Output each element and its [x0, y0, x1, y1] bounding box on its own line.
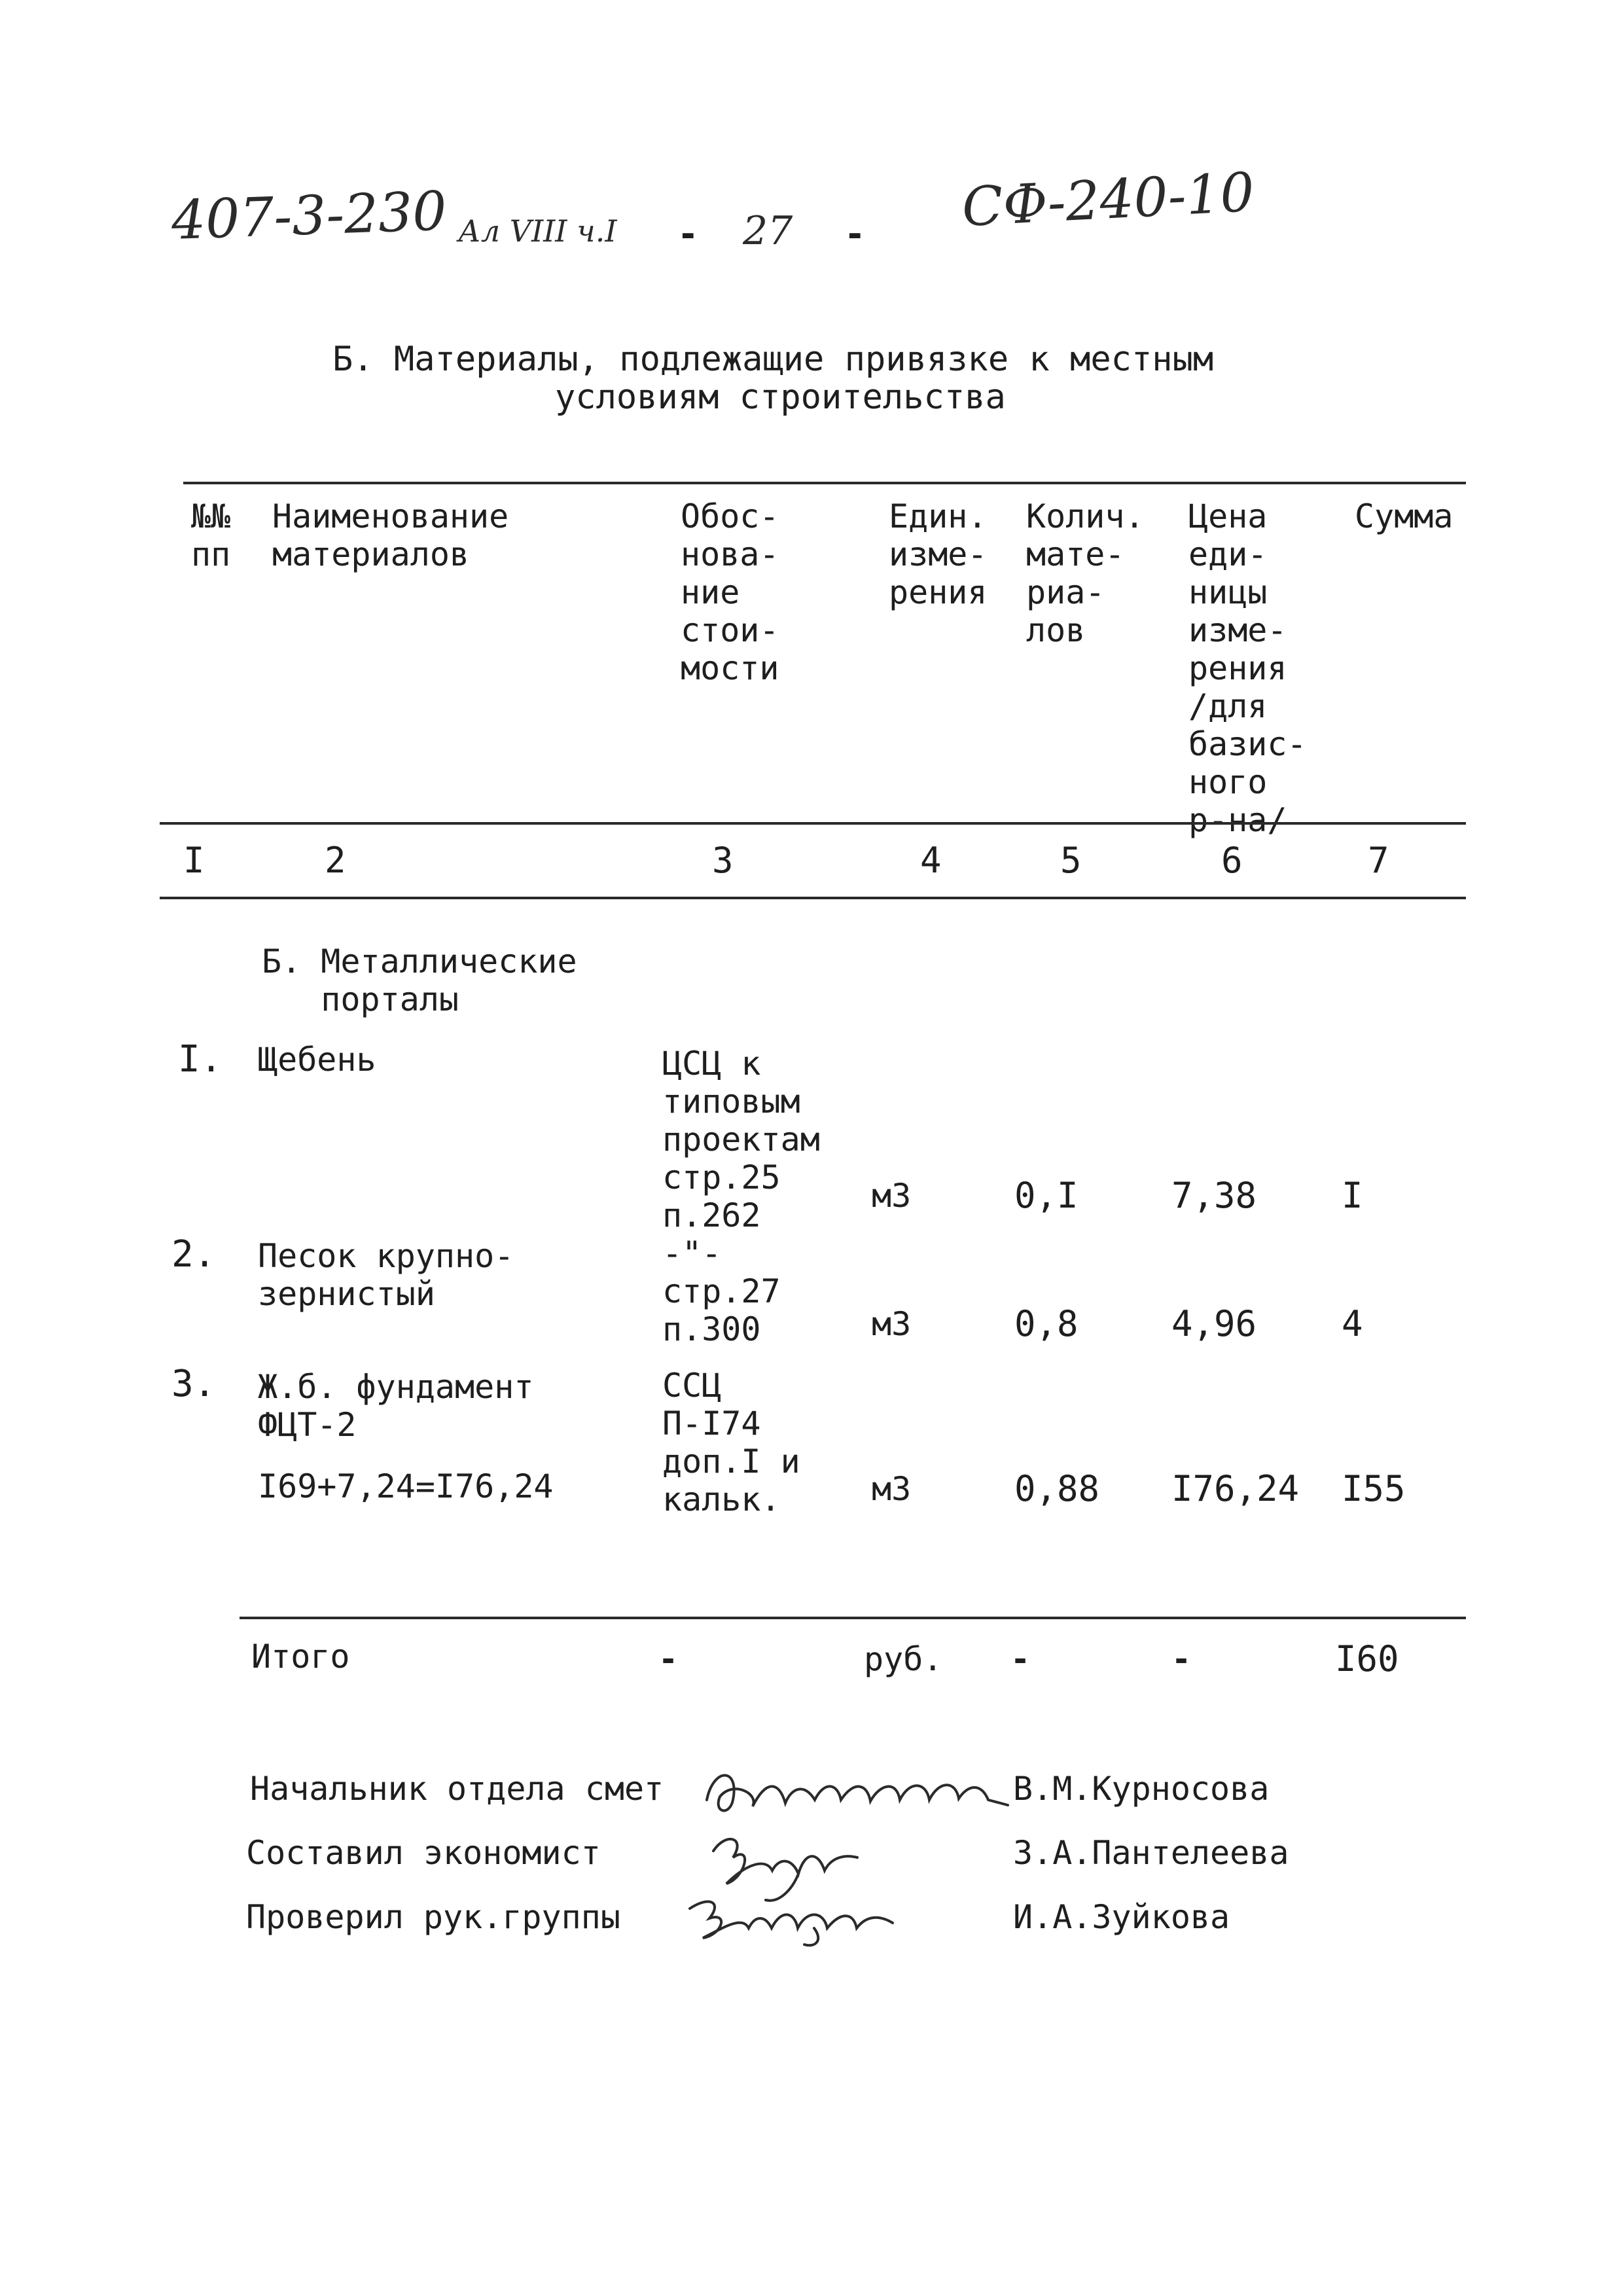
row-calc: I69+7,24=I76,24 [258, 1467, 554, 1505]
signature-name: З.А.Пантелеева [1013, 1834, 1289, 1872]
column-number-3: 3 [712, 840, 734, 881]
row-sum: 4 [1342, 1303, 1363, 1344]
row-price: I76,24 [1171, 1468, 1300, 1509]
row-name: Щебень [258, 1041, 376, 1079]
column-number-7: 7 [1368, 840, 1389, 881]
header-col-basis: Обос- нова- ние стои- мости [681, 497, 779, 687]
project-code: 407-3-230 [170, 180, 448, 252]
header-col-price: Цена еди- ницы изме- рения /для базис- ного р-на/ [1188, 497, 1307, 839]
signature-role: Составил экономист [246, 1834, 601, 1872]
signature-role: Начальник отдела смет [250, 1770, 664, 1808]
row-num: I. [178, 1038, 223, 1081]
column-number-1: I [183, 840, 205, 881]
row-sum: I55 [1342, 1468, 1406, 1509]
header-col-unit: Един. изме- рения [889, 497, 988, 611]
header-col-num: №№ пп [191, 497, 231, 573]
row-price: 7,38 [1171, 1175, 1257, 1216]
table-top-rule [183, 482, 1466, 484]
row-basis: -"- стр.27 п.300 [662, 1234, 781, 1348]
total-qty: - [1010, 1640, 1031, 1678]
total-label: Итого [251, 1638, 350, 1676]
total-sum: I60 [1335, 1638, 1399, 1679]
header-col-qty: Колич. мате- риа- лов [1026, 497, 1145, 649]
signature-name: В.М.Курносова [1013, 1770, 1270, 1808]
signature-name: И.А.Зуйкова [1013, 1898, 1230, 1936]
handwritten-signature [683, 1882, 906, 1954]
header-col-name: Наименование материалов [272, 497, 509, 573]
row-price: 4,96 [1171, 1303, 1257, 1344]
column-number-2: 2 [325, 840, 346, 881]
subsection-title: Б. Металлические порталы [262, 942, 577, 1018]
row-unit: м3 [872, 1470, 912, 1508]
row-unit: м3 [872, 1305, 912, 1343]
page-dash-right: - [844, 213, 866, 255]
column-number-5: 5 [1060, 840, 1082, 881]
row-num: 2. [171, 1233, 216, 1276]
album-label: Ал VIII ч.I [458, 213, 617, 249]
page-number: 27 [743, 208, 793, 254]
total-price: - [1171, 1640, 1192, 1678]
row-qty: 0,88 [1014, 1468, 1100, 1509]
column-number-6: 6 [1221, 840, 1243, 881]
sheet-code: СФ-240-10 [960, 161, 1256, 239]
row-sum: I [1342, 1175, 1363, 1216]
section-title-line2: условиям строительства [555, 378, 1006, 417]
header-bottom-rule [160, 822, 1466, 825]
row-num: 3. [171, 1363, 216, 1405]
column-number-4: 4 [920, 840, 942, 881]
row-unit: м3 [872, 1177, 912, 1215]
row-qty: 0,8 [1014, 1303, 1079, 1344]
total-basis: - [658, 1640, 679, 1678]
row-qty: 0,I [1014, 1175, 1079, 1216]
row-name: Ж.б. фундамент ФЦТ-2 [258, 1368, 534, 1444]
signature-role: Проверил рук.группы [246, 1898, 620, 1936]
total-unit: руб. [864, 1640, 943, 1678]
column-numbers-bottom-rule [160, 897, 1466, 899]
row-basis: ССЦ П-I74 доп.I и кальк. [662, 1367, 800, 1518]
section-title-line1: Б. Материалы, подлежащие привязке к местным [332, 340, 1214, 379]
total-top-rule [240, 1617, 1466, 1619]
page-dash-left: - [677, 213, 699, 255]
row-basis: ЦСЦ к типовым проектам стр.25 п.262 [662, 1045, 820, 1234]
row-name: Песок крупно- зернистый [258, 1237, 514, 1313]
header-col-sum: Сумма [1355, 497, 1454, 535]
